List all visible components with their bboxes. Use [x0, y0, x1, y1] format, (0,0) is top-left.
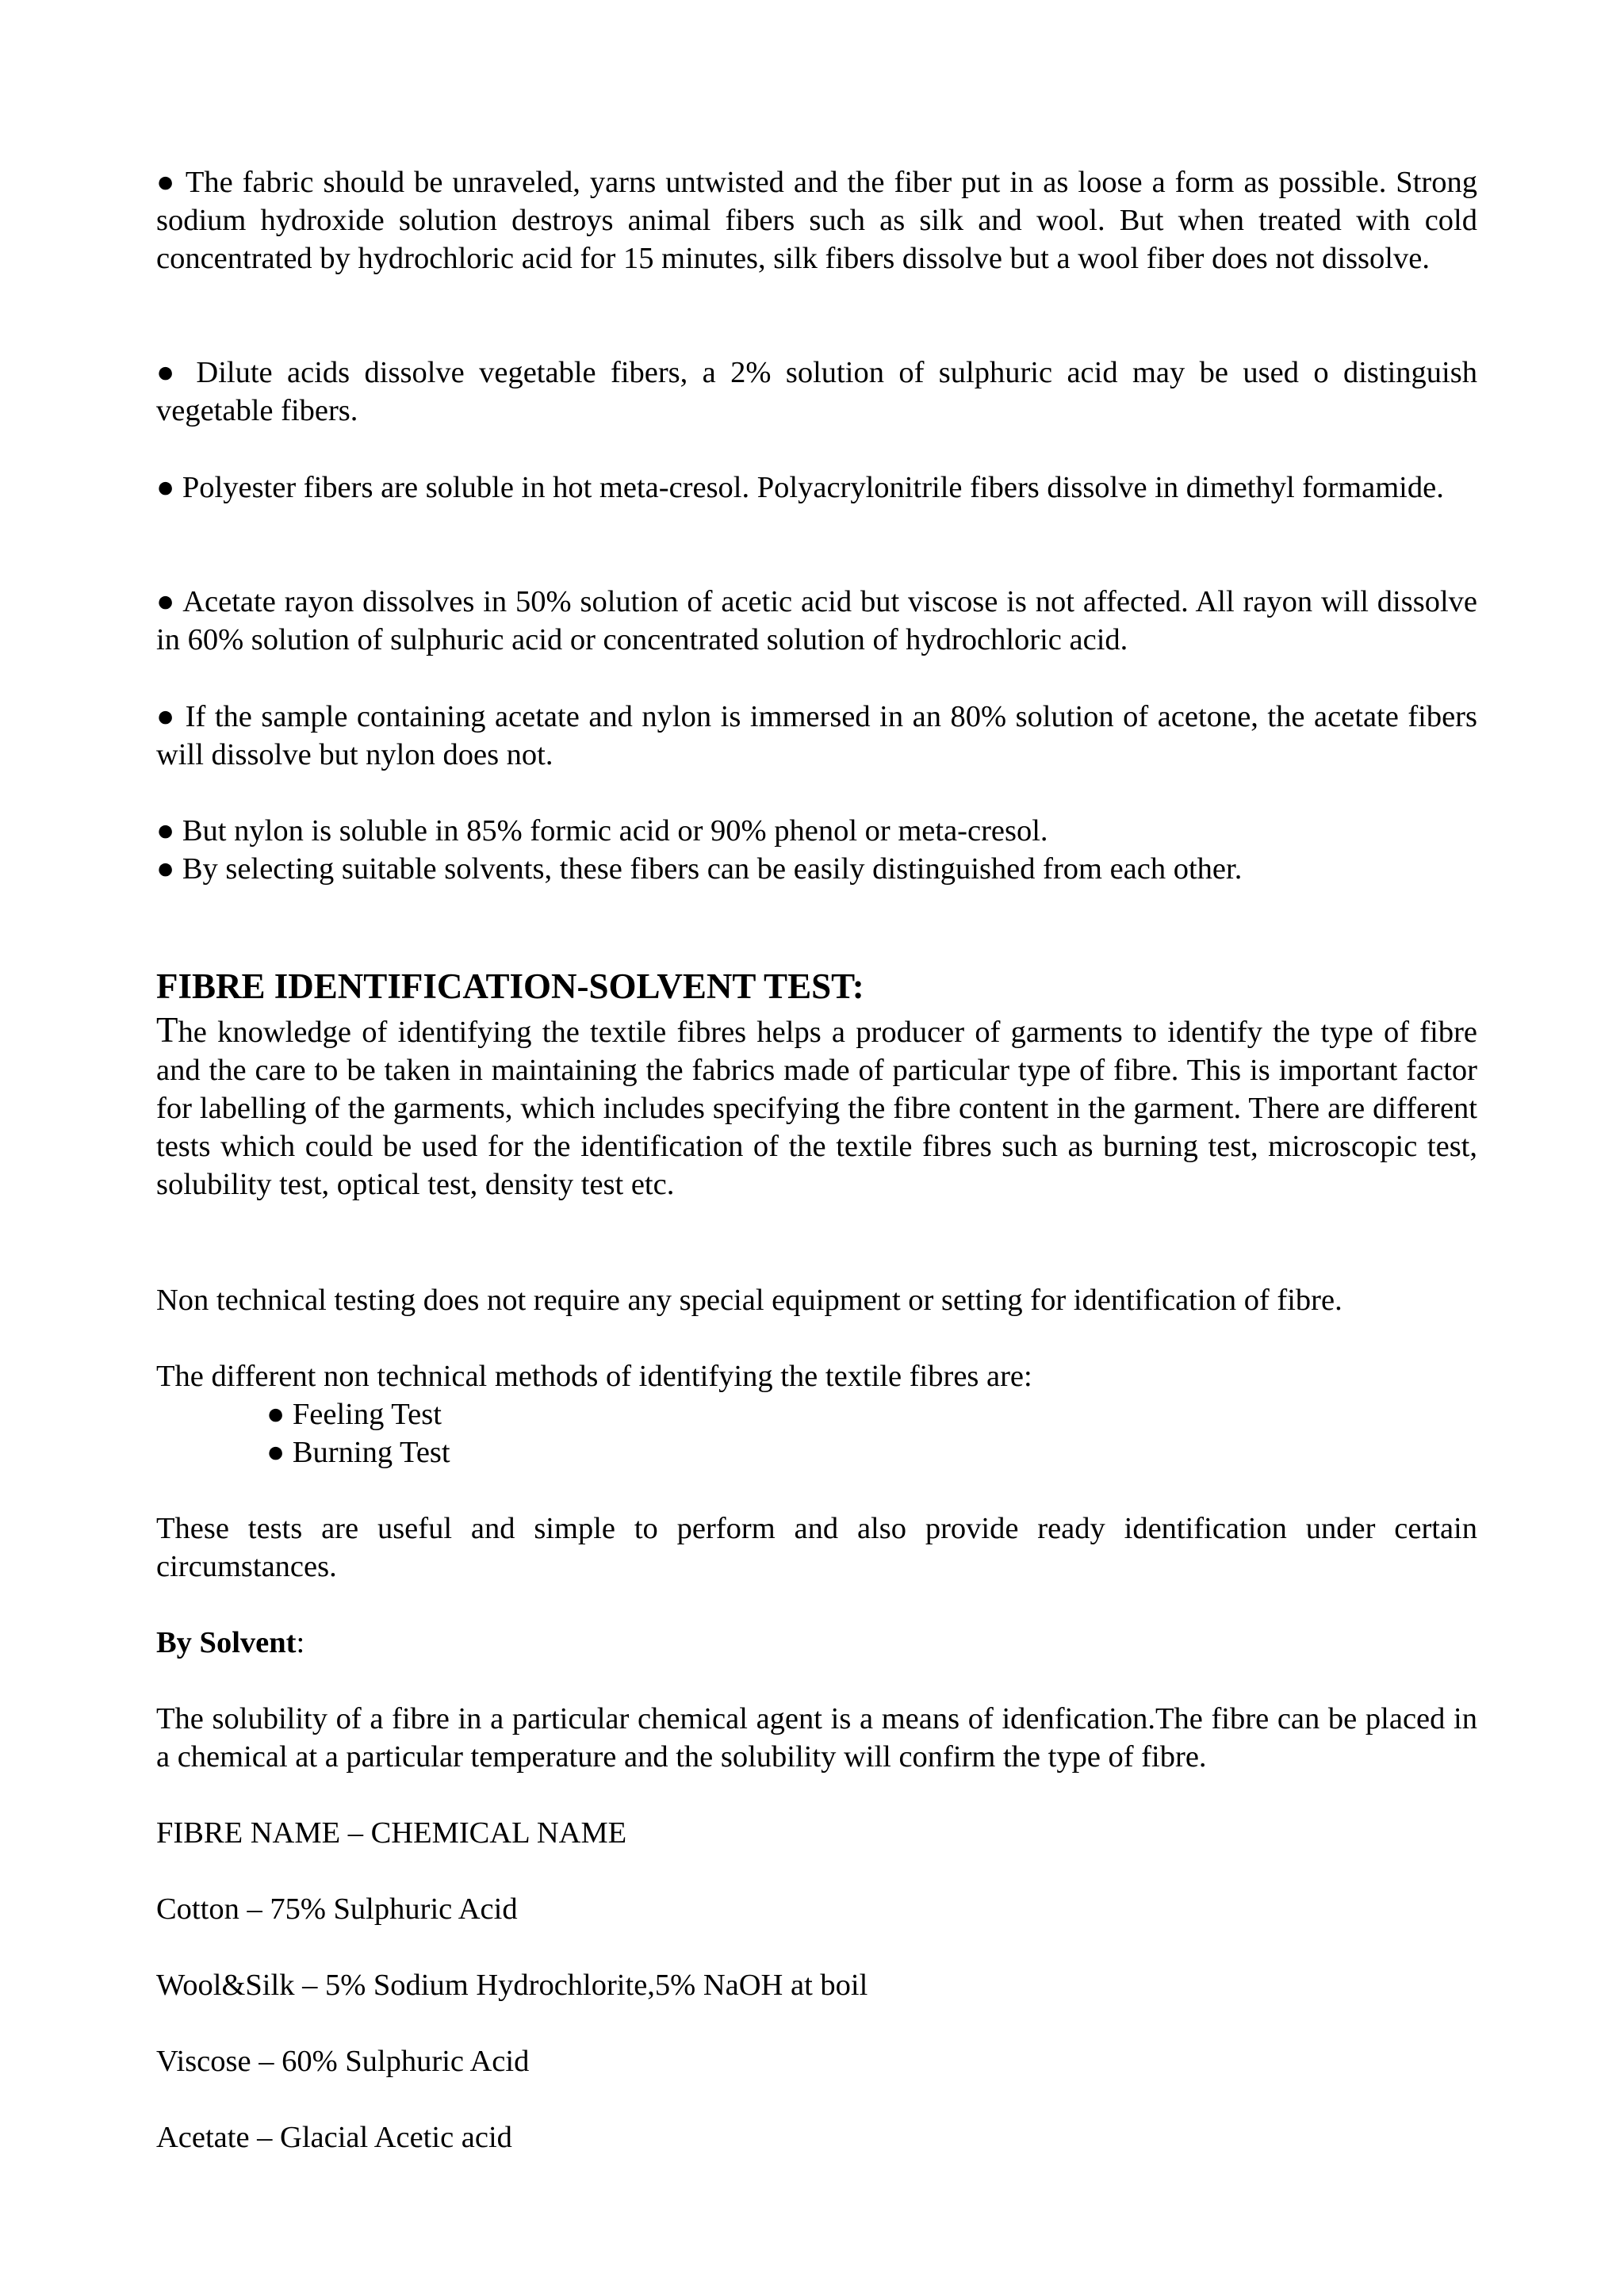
- bullet-dilute-acids: ● Dilute acids dissolve vegetable fibers, a 2% solution of sulphuric acid may be used o distinguish vegetable fibers.: [156, 356, 1477, 427]
- by-solvent-subheading: [156, 1624, 1477, 1662]
- fibre-row-acetate: Acetate – Glacial Acetic acid: [156, 2121, 512, 2154]
- by-solvent-label: By Solvent: [156, 1626, 297, 1659]
- intro-first-letter: T: [156, 1010, 178, 1050]
- fibre-row-wool-silk: Wool&Silk – 5% Sodium Hydrochlorite,5% NaOH at boil: [156, 1969, 868, 2002]
- bullet-nylon-soluble: ● But nylon is soluble in 85% formic acid or 90% phenol or meta-cresol.: [156, 814, 1048, 848]
- bullet-acetate-rayon: ● Acetate rayon dissolves in 50% solution of acetic acid but viscose is not affected. All rayon will dissolve in 60% solution of sulphuric acid or concentrated solution of hydrochloric acid.: [156, 585, 1477, 656]
- bullet-selecting-solvents: ● By selecting suitable solvents, these fibers can be easily distinguished from each other.: [156, 852, 1243, 886]
- solubility-paragraph: The solubility of a fibre in a particular chemical agent is a means of idenfication.The fibre can be placed in a chemical at a particular temperature and the solubility will confirm the type of fibre.: [156, 1702, 1477, 1774]
- fibre-table-header: FIBRE NAME – CHEMICAL NAME: [156, 1816, 627, 1850]
- method-burning-test: ● Burning Test: [266, 1436, 450, 1469]
- intro-paragraph: [156, 1011, 1477, 1203]
- bullet-polyester: ● Polyester fibers are soluble in hot meta-cresol. Polyacrylonitrile fibers dissolve in dimethyl formamide.: [156, 471, 1444, 504]
- intro-text: he knowledge of identifying the textile fibres helps a producer of garments to identify the type of fibre and the care to be taken in maintaining the fabrics made of particular type of fibre. This is important factor for labelling of the garments, which includes specifying the fibre content in the garment. There are different tests which could be used for the identification of the textile fibres such as burning test, microscopic test, solubility test, optical test, density test etc.: [156, 1016, 1477, 1201]
- by-solvent-colon: :: [296, 1626, 305, 1659]
- method-feeling-test: ● Feeling Test: [266, 1398, 442, 1431]
- fibre-row-viscose: Viscose – 60% Sulphuric Acid: [156, 2045, 530, 2078]
- non-technical-paragraph: Non technical testing does not require any special equipment or setting for identification of fibre.: [156, 1284, 1342, 1317]
- methods-intro: The different non technical methods of identifying the textile fibres are:: [156, 1360, 1032, 1393]
- section-heading: FIBRE IDENTIFICATION-SOLVENT TEST:: [156, 966, 864, 1006]
- fibre-row-cotton: Cotton – 75% Sulphuric Acid: [156, 1892, 518, 1926]
- bullet-acetate-nylon: ● If the sample containing acetate and nylon is immersed in an 80% solution of acetone, the acetate fibers will dissolve but nylon does not.: [156, 700, 1477, 771]
- usefulness-paragraph: These tests are useful and simple to perform and also provide ready identification under certain circumstances.: [156, 1512, 1477, 1583]
- bullet-unraveled-fabric: ● The fabric should be unraveled, yarns untwisted and the fiber put in as loose a form as possible. Strong sodium hydroxide solution destroys animal fibers such as silk and wool. But when treated with cold concentrated by hydrochloric acid for 15 minutes, silk fibers dissolve but a wool fiber does not dissolve.: [156, 166, 1477, 275]
